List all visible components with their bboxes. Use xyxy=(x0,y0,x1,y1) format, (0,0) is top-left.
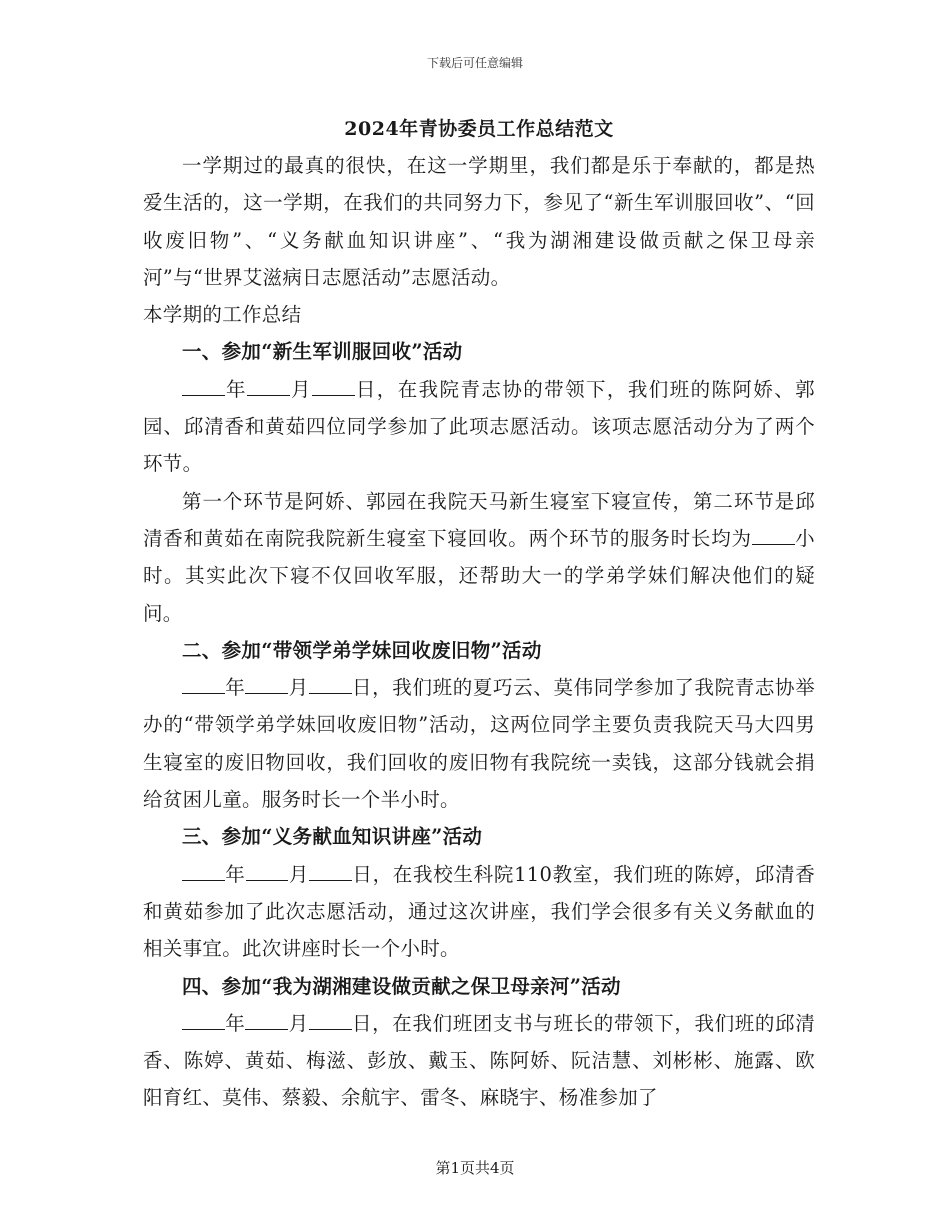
section-4-paragraph-1: 年 月 日，在我们班团支书与班长的带领下，我们班的邱清香、陈婷、黄茹、梅滋、彭放、戴玉、陈阿娇、阮洁慧、刘彬彬、施露、欧阳育红、莫伟、蔡毅、余航宇、雷冬、麻晓宇、杨准参加了 xyxy=(143,1011,815,1110)
date-blank xyxy=(309,1010,352,1030)
document-body xyxy=(143,113,815,1117)
hours-blank xyxy=(752,525,795,545)
date-blank xyxy=(309,675,352,695)
date-blank xyxy=(182,1010,225,1030)
document-title: 2024年青协委员工作总结范文 xyxy=(344,118,614,140)
section-2-paragraph-1: 年 月 日，我们班的夏巧云、莫伟同学参加了我院青志协举办的“带领学弟学妹回收废旧物”活动，这两位同学主要负责我院天马大四男生寝室的废旧物回收，我们回收的废旧物有我院统一卖钱，这部分钱就会捐给贫困儿童。服务时长一个半小时。 xyxy=(143,676,815,812)
section-1-paragraph-2: 第一个环节是阿娇、郭园在我院天马新生寝室下寝宣传，第二环节是邱清香和黄茹在南院我院新生寝室下寝回收。两个环节的服务时长均为 小时。其实此次下寝不仅回收军服，还帮助大一的学弟学妹们解决他们的疑问。 xyxy=(143,489,815,625)
section-heading-4: 四、参加“我为湖湘建设做贡献之保卫母亲河”活动 xyxy=(182,974,621,998)
section-heading-2: 二、参加“带领学弟学妹回收废旧物”活动 xyxy=(182,638,542,662)
intro-paragraph: 一学期过的最真的很快，在这一学期里，我们都是乐于奉献的，都是热爱生活的，这一学期，在我们的共同努力下，参见了“新生军训服回收”、“回收废旧物”、“义务献血知识讲座”、“我为湖湘建设做贡献之保卫母亲河”与“世界艾滋病日志愿活动”志愿活动。 xyxy=(143,154,815,289)
date-blank xyxy=(182,861,225,881)
date-blank xyxy=(312,376,355,396)
date-blank xyxy=(245,1010,288,1030)
section-3-paragraph-1: 年 月 日，在我校生科院110教室，我们班的陈婷，邱清香和黄茹参加了此次志愿活动，通过这次讲座，我们学会很多有关义务献血的相关事宜。此次讲座时长一个小时。 xyxy=(143,862,815,961)
date-blank xyxy=(247,376,290,396)
section-heading-3: 三、参加“义务献血知识讲座”活动 xyxy=(182,825,483,849)
date-blank xyxy=(246,861,289,881)
section-heading-1: 一、参加“新生军训服回收”活动 xyxy=(182,340,463,364)
date-blank xyxy=(182,675,225,695)
date-blank xyxy=(309,861,352,881)
date-blank xyxy=(182,376,225,396)
section-1-paragraph-1: 年 月 日，在我院青志协的带领下，我们班的陈阿娇、郭园、邱清香和黄茹四位同学参加了此项志愿活动。该项志愿活动分为了两个环节。 xyxy=(143,377,815,476)
page-footer: 第1页共4页 xyxy=(435,1159,515,1177)
intro-summary-line: 本学期的工作总结 xyxy=(143,303,302,327)
date-blank xyxy=(245,675,288,695)
page-header: 下载后可任意编辑 xyxy=(426,56,523,70)
